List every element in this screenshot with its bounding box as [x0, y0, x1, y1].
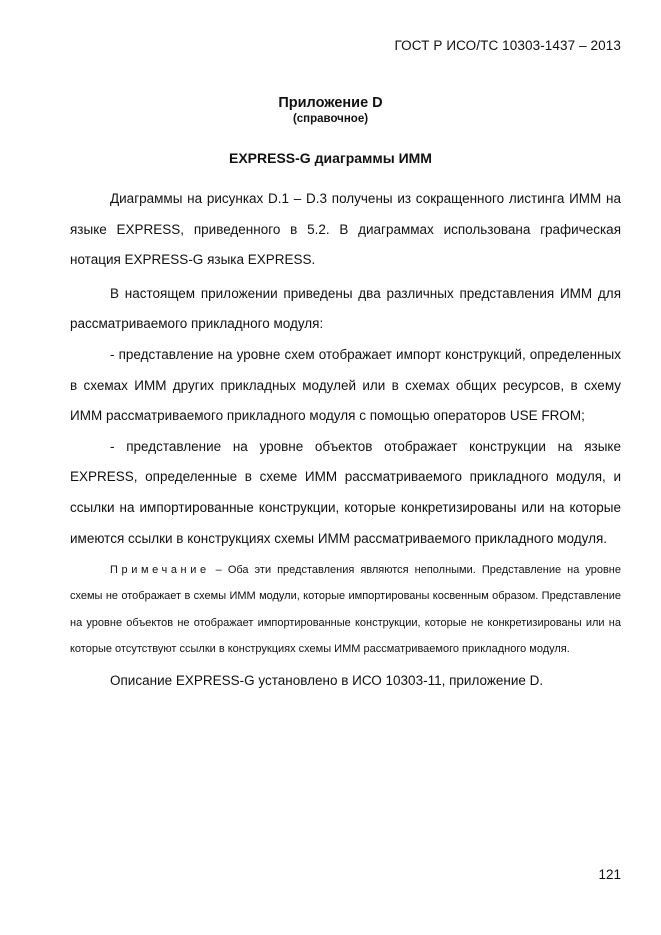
- paragraph-closing: Описание EXPRESS-G установлено в ИСО 10303-11, приложение D.: [110, 672, 544, 688]
- note-dash: –: [209, 564, 228, 577]
- note-text: Оба эти представления являются неполными. Представление на уровне схемы не отображает в схемы ИММ модули, которые импортированы косвенным образом. Представление на уровне объектов не отображает импортированные конструкции, которые не конкретизированы или на которые отсутствуют ссылки в конструкциях схемы ИММ рассматриваемого прикладного модуля.: [70, 564, 621, 655]
- paragraph-intro: Диаграммы на рисунках D.1 – D.3 получены из сокращенного листинга ИММ на языке EXPRESS, приведенного в 5.2. В диаграммах использована графическая нотация EXPRESS-G языка EXPRESS.: [70, 191, 621, 268]
- standard-code-header: ГОСТ Р ИСО/ТС 10303-1437 – 2013: [394, 38, 621, 53]
- paragraph-representations: В настоящем приложении приведены два различных представления ИММ для рассматриваемого прикладного модуля:: [70, 285, 621, 332]
- page-number: 121: [598, 867, 621, 882]
- appendix-subtitle: (справочное): [292, 113, 369, 125]
- list-item-schema-level: - представление на уровне схем отображает импорт конструкций, определенных в схемах ИММ других прикладных модулей или в схемах общих ресурсов, в схему ИММ рассматриваемого прикладного модуля с помощью операторов USE FROM;: [70, 346, 621, 424]
- list-item-object-level: - представление на уровне объектов отображает конструкции на языке EXPRESS, определенные в схеме ИММ рассматриваемого прикладного модуля, и ссылки на импортированные конструкции, которые конкретизированы или на которые имеются ссылки в конструкциях схемы ИММ рассматриваемого прикладного модуля.: [70, 438, 621, 546]
- appendix-title: Приложение D: [278, 95, 383, 111]
- note-label: Примечание: [110, 564, 210, 577]
- note-paragraph: [70, 557, 621, 662]
- section-title: EXPRESS-G диаграммы ИММ: [229, 150, 432, 166]
- body-text: [70, 184, 621, 697]
